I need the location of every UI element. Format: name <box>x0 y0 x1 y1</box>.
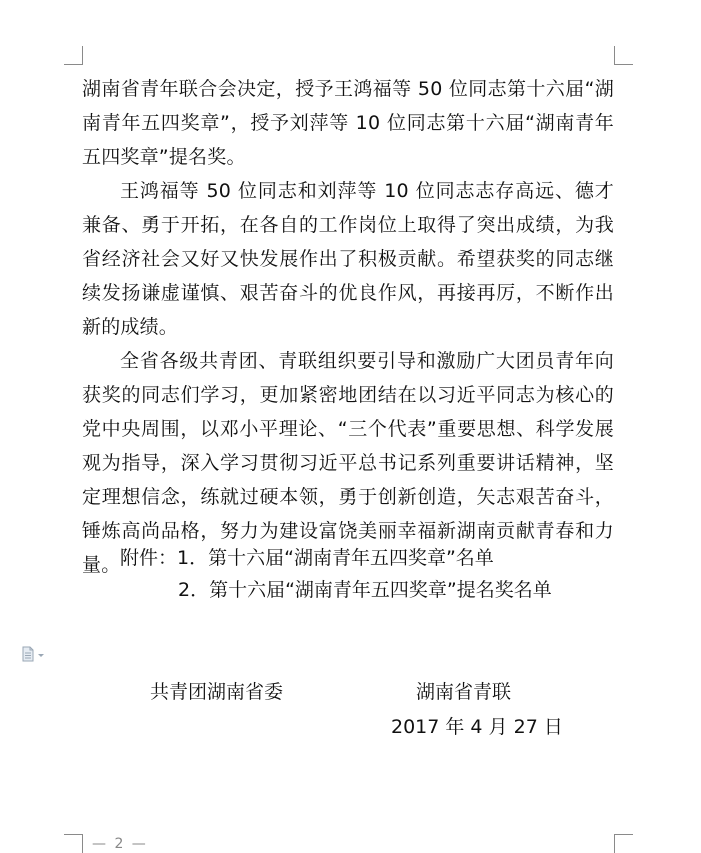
attachment-item-2: 2．第十六届“湖南青年五四奖章”提名奖名单 <box>178 579 552 601</box>
paragraph-3: 全省各级共青团、青联组织要引导和激励广大团员青年向获奖的同志们学习，更加紧密地团结在以习近平同志为核心的党中央周围，以邓小平理论、“三个代表”重要思想、科学发展观为指导，深入学习贯彻习近平总书记系列重要讲话精神，坚定理想信念，练就过硬本领，勇于创新创造，矢志艰苦奋斗，锤炼高尚品格，努力为建设富饶美丽幸福新湖南贡献青春和力量。 <box>82 350 614 576</box>
crop-mark-bottom-left <box>64 834 83 853</box>
attachment-item-1: 1．第十六届“湖南青年五四奖章”名单 <box>177 547 494 569</box>
crop-mark-top-right <box>614 46 633 65</box>
signature-date: 2017 年 4 月 27 日 <box>391 716 563 738</box>
attachment-row-1 <box>120 542 552 574</box>
page-number: — 2 — <box>92 836 148 852</box>
paragraph-1: 湖南省青年联合会决定，授予王鸿福等 50 位同志第十六届“湖南青年五四奖章”，授予刘萍等 10 位同志第十六届“湖南青年五四奖章”提名奖。 <box>82 78 614 168</box>
body-text <box>82 72 614 582</box>
signature-right: 湖南省青联 <box>416 681 512 703</box>
crop-mark-bottom-right <box>614 834 633 853</box>
document-icon[interactable] <box>22 646 48 662</box>
crop-mark-top-left <box>64 46 83 65</box>
attachments <box>120 542 552 606</box>
paragraph-2: 王鸿福等 50 位同志和刘萍等 10 位同志志存高远、德才兼备、勇于开拓，在各自的工作岗位上取得了突出成绩，为我省经济社会又好又快发展作出了积极贡献。希望获奖的同志继续发扬谦虚谨慎、艰苦奋斗的优良作风，再接再厉，不断作出新的成绩。 <box>82 180 614 338</box>
attachment-label: 附件： <box>120 547 178 569</box>
signature-left: 共青团湖南省委 <box>150 681 284 703</box>
